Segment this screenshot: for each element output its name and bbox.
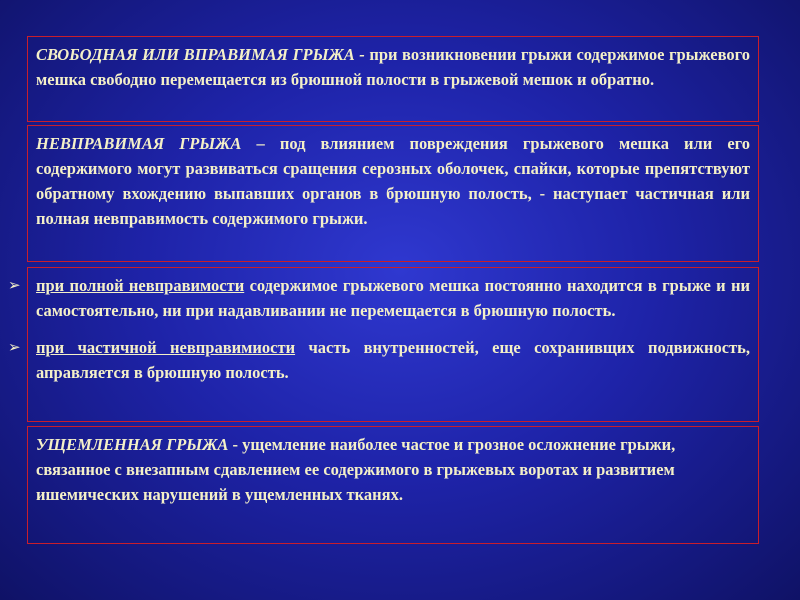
irreducible-hernia-block xyxy=(27,125,759,262)
free-hernia-text: при возникновении грыжи содержимое грыжевого мешка свободно перемещается из брюшной полости в грыжевой мешок и обратно. xyxy=(36,45,750,89)
partial-irreducibility-text: часть внутренностей, еще сохранивщих подвижность, аправляется в брюшную полость. xyxy=(36,338,750,382)
bullet-partial-irreducibility xyxy=(8,335,750,385)
irreducible-hernia-term: НЕВПРАВИМАЯ ГРЫЖА xyxy=(36,134,242,153)
bullet-full-irreducibility xyxy=(8,273,750,323)
strangulated-hernia-term: УЩЕМЛЕННАЯ ГРЫЖА xyxy=(36,435,229,454)
arrow-bullet-icon: ➢ xyxy=(8,338,21,356)
free-hernia-block xyxy=(27,36,759,122)
arrow-bullet-icon: ➢ xyxy=(8,276,21,294)
full-irreducibility-text: содержимое грыжевого мешка постоянно находится в грыже и ни самостоятельно, ни при надавливании не перемещается в брюшную полость. xyxy=(36,276,750,320)
free-hernia-term: СВОБОДНАЯ ИЛИ ВПРАВИМАЯ ГРЫЖА - xyxy=(36,45,365,64)
irreducible-hernia-text: – под влиянием повреждения грыжевого мешка или его содержимого могут развиваться сращения серозных оболочек, спайки, которые препятствуют обратному вхождению выпавших органов в брюшную полость, - наступает частичная или полная невправимость содержимого грыжи. xyxy=(36,134,750,228)
irreducibility-bullets-block xyxy=(8,267,759,422)
strangulated-hernia-text: - ущемление наиболее частое и грозное осложнение грыжи, связанное с внезапным сдавлением ее содержимого в грыжевых воротах и развитием ишемических нарушений в ущемленных тканях. xyxy=(36,435,676,504)
partial-irreducibility-term: при частичной невправимиости xyxy=(36,338,296,357)
full-irreducibility-term: при полной невправимости xyxy=(36,276,245,295)
strangulated-hernia-block xyxy=(27,426,759,544)
